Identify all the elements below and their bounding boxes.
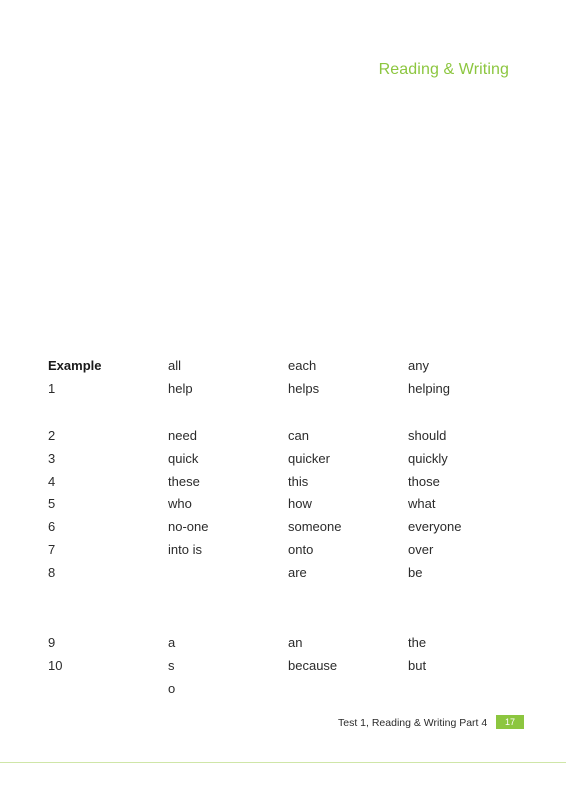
option-a: no-one: [168, 519, 209, 534]
option-b: can: [288, 428, 309, 443]
option-c: quickly: [408, 451, 448, 466]
option-b: how: [288, 496, 312, 511]
option-a: who: [168, 496, 192, 511]
option-a: quick: [168, 451, 199, 466]
row-label: 8: [48, 565, 56, 580]
option-c: helping: [408, 381, 450, 396]
footer-section-label: Test 1, Reading & Writing Part 4: [338, 717, 488, 729]
row-label: 7: [48, 542, 56, 557]
section-title: Reading & Writing: [378, 61, 509, 78]
page-number-badge: 17: [496, 715, 524, 729]
option-a: into is: [168, 542, 202, 557]
option-c: everyone: [408, 519, 462, 534]
option-c: those: [408, 474, 440, 489]
option-a: o: [168, 681, 176, 696]
option-c: what: [408, 496, 436, 511]
option-a: these: [168, 474, 200, 489]
option-c: over: [408, 542, 434, 557]
row-label: 6: [48, 519, 56, 534]
option-b: because: [288, 658, 338, 673]
row-label: 1: [48, 381, 56, 396]
footer-divider: [0, 762, 566, 763]
option-b: an: [288, 635, 303, 650]
option-b: are: [288, 565, 307, 580]
option-b: someone: [288, 519, 342, 534]
option-a: s: [168, 658, 175, 673]
row-label: 4: [48, 474, 56, 489]
row-label: 10: [48, 658, 63, 673]
option-c: any: [408, 358, 429, 373]
option-b: quicker: [288, 451, 330, 466]
option-b: onto: [288, 542, 314, 557]
row-label: 9: [48, 635, 56, 650]
option-c: should: [408, 428, 447, 443]
row-label: 3: [48, 451, 56, 466]
option-a: need: [168, 428, 197, 443]
option-c: the: [408, 635, 427, 650]
option-c: but: [408, 658, 427, 673]
option-a: all: [168, 358, 182, 373]
option-b: helps: [288, 381, 320, 396]
row-label: 5: [48, 496, 56, 511]
option-a: help: [168, 381, 193, 396]
row-label: 2: [48, 428, 56, 443]
option-c: be: [408, 565, 423, 580]
option-a: a: [168, 635, 176, 650]
row-label-example: Example: [48, 358, 102, 373]
option-b: this: [288, 474, 309, 489]
option-b: each: [288, 358, 317, 373]
